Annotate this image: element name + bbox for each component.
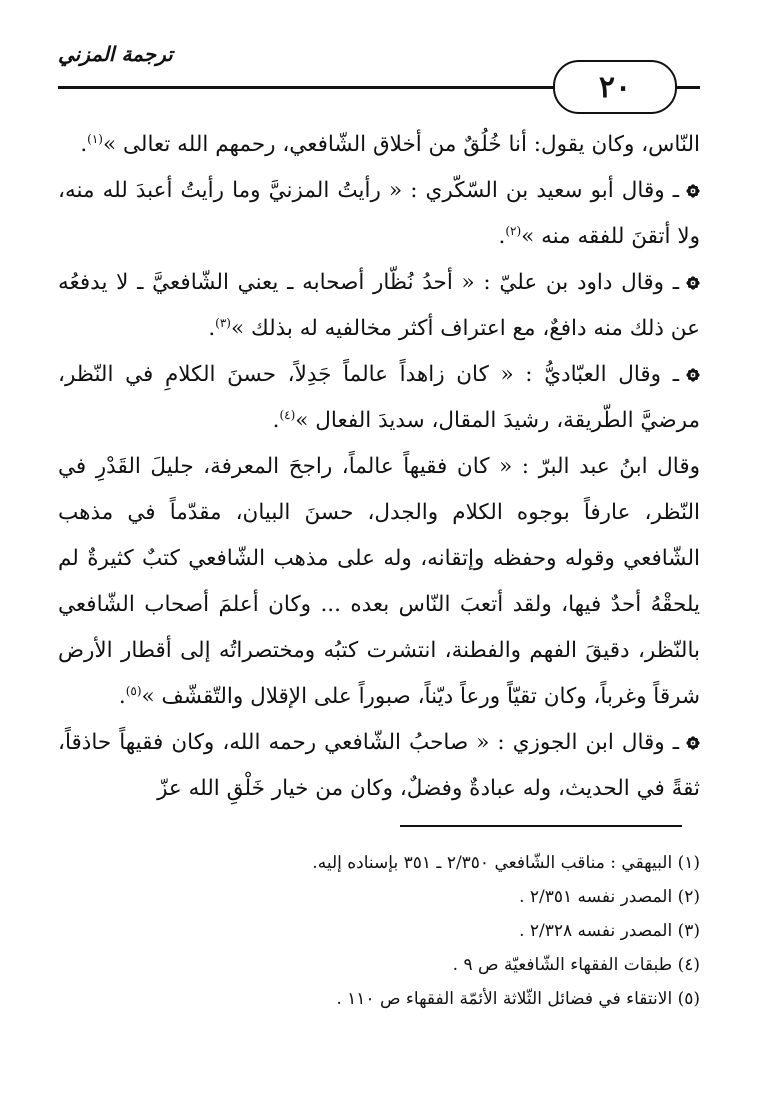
page-header [0, 0, 760, 110]
paragraph-text: ـ وقال ابن الجوزي : « صاحبُ الشّافعي رحمه الله، وكان فقيهاً حاذقاً، ثقةً في الحديث، وله عبادةٌ وفضلٌ، وكان من خيار خَلْقِ الله عزّ [58, 730, 700, 801]
footnote: (١) البيهقي : مناقب الشّافعي ٢/٣٥٠ ـ ٣٥١ بإسناده إليه. [312, 853, 700, 873]
flower-ornament-icon [686, 276, 700, 290]
flower-ornament-icon [686, 736, 700, 750]
paragraph-text: ـ وقال أبو سعيد بن السّكّري : « رأيتُ المزنيَّ وما رأيتُ أعبدَ لله منه، ولا أتقنَ للفقه منه » [58, 178, 700, 249]
footnote-separator [400, 825, 682, 827]
footnote: (٣) المصدر نفسه ٢/٣٢٨ . [519, 921, 700, 941]
paragraph-end: . [118, 684, 126, 709]
paragraph-text: ـ وقال العبّاديُّ : « كان زاهداً عالماً جَدِلاً، حسنَ الكلامِ في النّظر، مرضيَّ الطّريقة، رشيدَ المقال، سديدَ الفعال » [58, 362, 700, 433]
footnote: (٤) طبقات الفقهاء الشّافعيّة ص ٩ . [452, 955, 700, 975]
flower-ornament-icon [686, 184, 700, 198]
footnote: (٢) المصدر نفسه ٢/٣٥١ . [519, 887, 700, 907]
paragraph-text: ـ وقال داود بن عليّ : « أحدُ نُظّار أصحابه ـ يعني الشّافعيَّ ـ لا يدفعُه عن ذلك منه دافعٌ، مع اعتراف أكثر مخالفيه له بذلك » [58, 270, 700, 341]
paragraph-end: . [498, 224, 506, 249]
footnote-ref: (٥) [125, 683, 142, 698]
paragraph [58, 168, 700, 260]
footnote: (٥) الانتقاء في فضائل الثّلاثة الأئمّة الفقهاء ص ١١٠ . [336, 989, 700, 1009]
flower-ornament-icon [686, 368, 700, 382]
paragraph-text: وقال ابنُ عبد البرّ : « كان فقيهاً عالماً، راجحَ المعرفة، جليلَ القَدْرِ في النّظر، عارفاً بوجوه الكلام والجدل، حسنَ البيان، مقدّماً في مذهب الشّافعي وقوله وحفظه وإتقانه، وله على مذهب الشّافعي كتبٌ كثيرةٌ لم يلحقْهُ أحدٌ فيها، ولقد أتعبَ النّاس بعده ... وكان أعلمَ أصحاب الشّافعي بالنّظر، دقيقَ الفهم والفطنة، انتشرت كتبُه ومختصراتُه إلى أقطار الأرض شرقاً وغرباً، وكان تقيّاً ورعاً ديّناً، صبوراً على الإقلال والتّقشّف » [58, 454, 700, 709]
footnotes [58, 846, 700, 1016]
paragraph-end: . [80, 132, 88, 157]
footnote-ref: (١) [87, 131, 103, 146]
paragraph [58, 352, 700, 444]
page-number: ٢٠ [553, 60, 677, 114]
main-text [58, 122, 700, 812]
running-title: ترجمة المزني [58, 42, 173, 66]
paragraph-text: النّاس، وكان يقول: أنا خُلُقٌ من أخلاق الشّافعي، رحمهم الله تعالى » [102, 132, 700, 157]
paragraph-end: . [208, 316, 216, 341]
paragraph-end: . [272, 408, 280, 433]
footnote-ref: (٢) [505, 223, 522, 238]
paragraph [58, 260, 700, 352]
footnote-ref: (٣) [215, 315, 231, 330]
paragraph [58, 122, 700, 168]
paragraph [58, 720, 700, 812]
footnote-ref: (٤) [279, 407, 296, 422]
paragraph [58, 444, 700, 720]
